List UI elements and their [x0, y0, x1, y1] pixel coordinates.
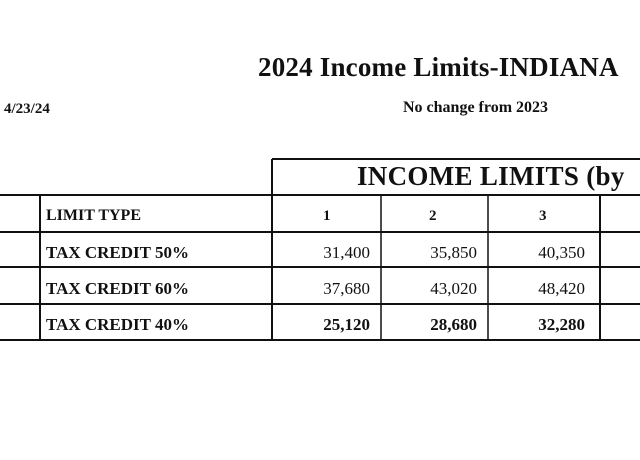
table-cell: 28,680 [430, 315, 477, 334]
table-cell: 32,280 [538, 315, 585, 334]
table-cell: 48,420 [538, 279, 585, 298]
revision-date: 4/23/24 [4, 101, 50, 117]
column-header-2: 2 [429, 208, 437, 224]
change-note: No change from 2023 [403, 99, 549, 116]
column-header-1: 1 [323, 208, 331, 224]
column-header-3: 3 [539, 208, 547, 224]
income-limits-banner: INCOME LIMITS (by [357, 161, 625, 191]
table-cell: 40,350 [538, 243, 585, 262]
row-label-tax-credit-40: TAX CREDIT 40% [46, 315, 189, 334]
row-label-tax-credit-50: TAX CREDIT 50% [46, 243, 189, 262]
page-title: 2024 Income Limits-INDIANA [258, 52, 619, 82]
table-cell: 35,850 [430, 243, 477, 262]
table-cell: 43,020 [430, 279, 477, 298]
table-cell: 37,680 [323, 279, 370, 298]
table-cell: 25,120 [323, 315, 370, 334]
table-cell: 31,400 [323, 243, 370, 262]
limit-type-header: LIMIT TYPE [46, 207, 141, 224]
row-label-tax-credit-60: TAX CREDIT 60% [46, 279, 189, 298]
